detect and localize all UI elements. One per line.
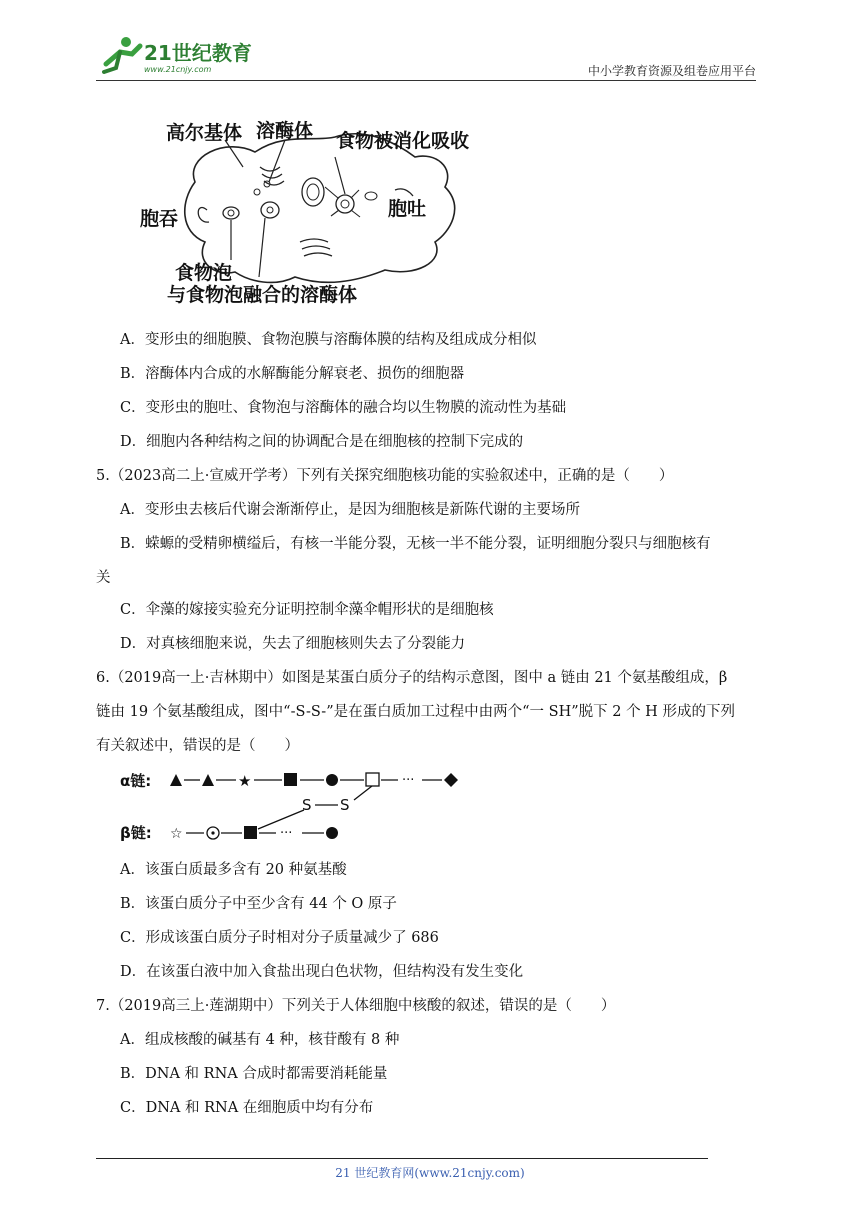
q6-option-a: A．该蛋白质最多含有 20 种氨基酸	[120, 862, 347, 878]
q7-stem: 7.（2019高三上·莲湖期中）下列关于人体细胞中核酸的叙述，错误的是（ ）	[96, 998, 616, 1014]
diamond-icon	[444, 773, 458, 787]
q4-option-d: D．细胞内各种结构之间的协调配合是在细胞核的控制下完成的	[120, 434, 524, 450]
q6-stem-line3: 有关叙述中，错误的是（ ）	[96, 738, 299, 754]
label-fused-lysosome: 与食物泡融合的溶酶体	[167, 284, 358, 306]
q6-stem-line2: 链由 19 个氨基酸组成，图中“-S-S-”是在蛋白质加工过程中由两个“一 SH”脱下 2 个 H 形成的下列	[96, 704, 735, 720]
square-icon	[284, 773, 297, 786]
triangle-icon	[170, 774, 182, 786]
star-icon: ★	[238, 772, 252, 790]
circle-icon	[326, 774, 338, 786]
q6-option-c: C．形成该蛋白质分子时相对分子质量减少了 686	[120, 930, 439, 946]
amoeba-figure	[135, 112, 485, 312]
q5-option-a: A．变形虫去核后代谢会渐渐停止，是因为细胞核是新陈代谢的主要场所	[120, 502, 580, 518]
protein-structure-figure	[118, 766, 468, 846]
open-star-icon: ☆	[170, 826, 183, 842]
protein-chain-diagram	[118, 766, 468, 846]
alpha-chain-label: α链:	[120, 772, 152, 790]
label-golgi: 高尔基体	[166, 122, 243, 144]
q4-option-a: A．变形虫的细胞膜、食物泡膜与溶酶体膜的结构及组成成分相似	[120, 332, 537, 348]
alpha-ellipsis: ···	[402, 773, 415, 788]
triangle-icon	[202, 774, 214, 786]
square-icon	[244, 826, 257, 839]
logo-text: 21世纪教育	[144, 41, 252, 65]
disulfide-s1: S	[302, 796, 312, 814]
q5-option-b: B．蝾螈的受精卵横缢后，有核一半能分裂，无核一半不能分裂，证明细胞分裂只与细胞核有	[120, 536, 711, 552]
label-food-vacuole: 食物泡	[175, 262, 233, 284]
q6-option-d: D．在该蛋白液中加入食盐出现白色状物，但结构没有发生变化	[120, 964, 524, 980]
runner-logo-icon	[96, 34, 256, 78]
q6-stem-line1: 6.（2019高一上·吉林期中）如图是某蛋白质分子的结构示意图，图中 a 链由 21 个氨基酸组成，β	[96, 670, 728, 686]
q7-option-b: B．DNA 和 RNA 合成时都需要消耗能量	[120, 1066, 388, 1082]
q7-option-c: C．DNA 和 RNA 在细胞质中均有分布	[120, 1100, 374, 1116]
q5-option-c: C．伞藻的嫁接实验充分证明控制伞藻伞帽形状的是细胞核	[120, 602, 494, 618]
platform-name: 中小学教育资源及组卷应用平台	[587, 64, 756, 78]
q4-option-c: C．变形虫的胞吐、食物泡与溶酶体的融合均以生物膜的流动性为基础	[120, 400, 567, 416]
label-phagocytosis: 胞吞	[140, 208, 179, 230]
footer-divider	[96, 1158, 708, 1159]
label-lysosome: 溶酶体	[256, 120, 314, 142]
header-divider	[96, 80, 756, 81]
q7-option-a: A．组成核酸的碱基有 4 种，核苷酸有 8 种	[120, 1032, 400, 1048]
q6-option-b: B．该蛋白质分子中至少含有 44 个 O 原子	[120, 896, 397, 912]
disulfide-s2: S	[340, 796, 350, 814]
label-digested: 食物被消化吸收	[336, 130, 470, 152]
q5-stem: 5.（2023高二上·宣威开学考）下列有关探究细胞核功能的实验叙述中，正确的是（ ）	[96, 468, 674, 484]
label-exocytosis: 胞吐	[388, 198, 427, 220]
q5-option-d: D．对真核细胞来说，失去了细胞核则失去了分裂能力	[120, 636, 466, 652]
q4-option-b: B．溶酶体内合成的水解酶能分解衰老、损伤的细胞器	[120, 366, 465, 382]
footer-link[interactable]: 21 世纪教育网(www.21cnjy.com)	[335, 1166, 525, 1180]
open-square-icon	[366, 773, 379, 786]
logo-url: www.21cnjy.com	[144, 65, 212, 74]
beta-chain-label: β链:	[120, 824, 152, 842]
site-logo	[96, 34, 256, 78]
beta-ellipsis: ···	[280, 826, 293, 841]
circle-icon	[326, 827, 338, 839]
q5-option-b-cont: 关	[96, 570, 111, 586]
